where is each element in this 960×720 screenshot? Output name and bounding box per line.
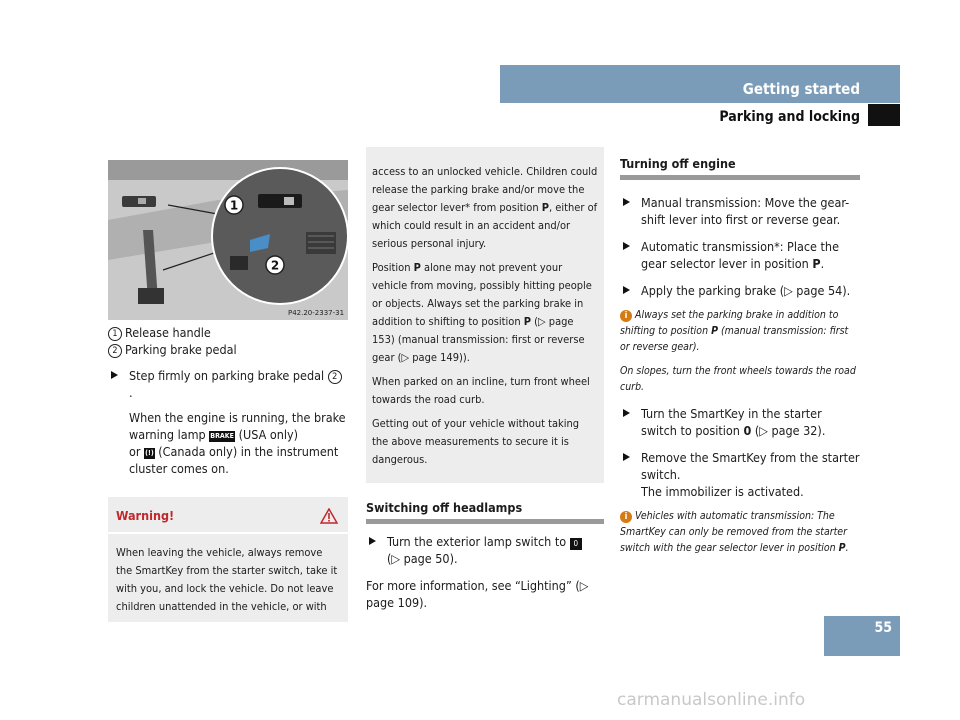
parking-brake-figure: [108, 160, 348, 320]
info-note: i Always set the parking brake in addition to shifting to position P (manual transmission: first or reverse gear).: [620, 309, 849, 353]
column-3: [620, 155, 860, 556]
figure-code: P42.20-2337-31: [288, 309, 345, 317]
watermark: carmanualsonline.info: [617, 690, 806, 710]
warning-box: [108, 497, 348, 622]
section-title: Getting started: [742, 80, 860, 98]
headlamps-heading: Switching off headlamps: [366, 499, 604, 524]
engine-step: Apply the parking brake (▷ page 54).: [620, 282, 860, 299]
figure-legend: [108, 324, 348, 358]
subsection-title: Parking and locking: [719, 109, 860, 125]
warning-continued-box: access to an unlocked vehicle. Children could release the parking brake and/or move the gear selector lever* from position P, either of which could result in an accident and/or serious personal injury. Position P alone may not prevent your vehicle from moving, possibly hitting people or objects. Always set the parking brake in addition to shifting to position P (▷ page 153) (manual transmission: first or reverse gear (▷ page 149)). When parked on an incline, turn front wheel towards the road curb. Getting out of your vehicle without taking the above measurements to secure it is dangerous.: [366, 147, 604, 483]
figure-callout-1: 1: [229, 198, 239, 213]
lamp-switch-icon: 0: [570, 538, 582, 550]
canada-brake-icon: (!): [145, 449, 154, 457]
page-number: 55: [824, 616, 900, 656]
legend-item: 1 Release handle: [108, 324, 348, 341]
warning-triangle-icon: [320, 508, 338, 524]
engine-step: Turn the SmartKey in the starter switch to position 0 (▷ page 32).: [620, 405, 860, 439]
brake-lamp-paragraph: When the engine is running, the brake warning lamp BRAKE (USA only) or (!) (Canada only) in the instrument cluster comes on.: [129, 410, 346, 476]
info-note-extra: On slopes, turn the front wheels towards the road curb.: [620, 365, 856, 393]
warning-title: Warning!: [116, 508, 175, 523]
info-note: i Vehicles with automatic transmission: The SmartKey can only be removed from the starter switch with the gear selector lever in position P.: [620, 510, 849, 554]
engine-step: Automatic transmission*: Place the gear selector lever in position P.: [620, 238, 860, 272]
info-icon: i: [620, 511, 632, 523]
instruction-step: Step firmly on parking brake pedal 2.: [108, 367, 348, 401]
more-info-text: For more information, see “Lighting” (▷ page 109).: [366, 578, 589, 610]
legend-item: 2 Parking brake pedal: [108, 341, 348, 358]
brake-warning-icon: BRAKE: [210, 432, 234, 440]
column-1: [108, 160, 348, 622]
warning-text: When leaving the vehicle, always remove the SmartKey from the starter switch, take it with you, and lock the vehicle. Do not leave children unattended in the vehicle, or with: [116, 546, 338, 613]
header-marker: [868, 104, 900, 126]
figure-callout-2: 2: [270, 258, 280, 273]
engine-step: Manual transmission: Move the gear-shift lever into first or reverse gear.: [620, 194, 860, 228]
engine-heading: Turning off engine: [620, 155, 860, 180]
info-icon: i: [620, 310, 632, 322]
headlamps-step: Turn the exterior lamp switch to 0 (▷ page 50).: [366, 533, 604, 567]
engine-step: Remove the SmartKey from the starter switch. The immobilizer is activated.: [620, 449, 860, 500]
column-2: [366, 147, 604, 611]
